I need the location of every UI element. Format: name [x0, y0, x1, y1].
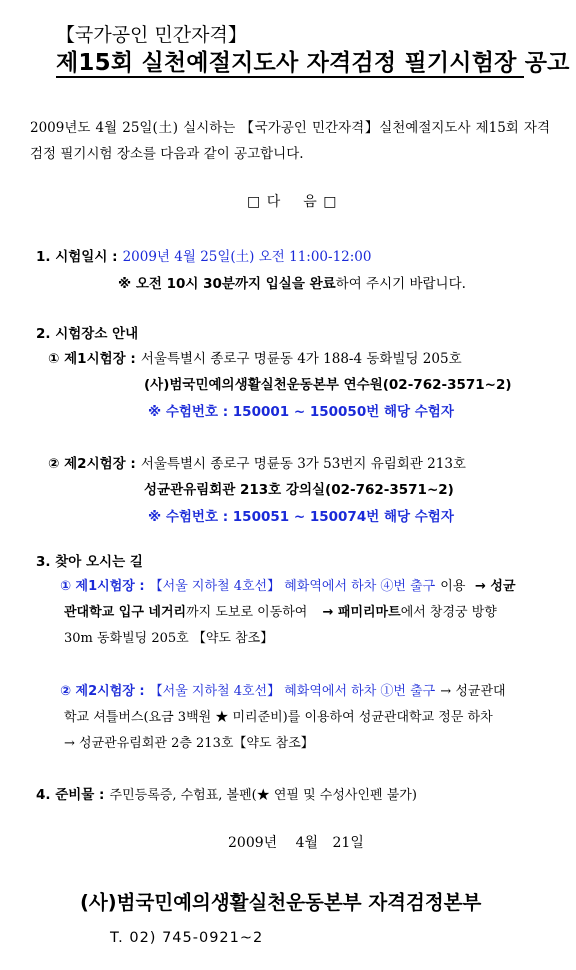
dir2-label: ② 제2시험장 : [60, 684, 145, 699]
site2-address-row [48, 452, 466, 472]
dir2-line-2: 학교 셔틀버스(요금 3백원 ★ 미리준비)를 이용하여 성균관대학교 정문 하차 [64, 710, 493, 725]
site1-venue: (사)범국민예의생활실천운동본부 연수원(02-762-3571~2) [144, 377, 512, 393]
arrival-note-bold: ※ 오전 10시 30분까지 입실을 완료 [118, 276, 336, 292]
footer-phone: T. 02) 745-0921~2 [110, 930, 264, 946]
dir1-line-2 [64, 601, 497, 620]
title-underline [56, 76, 524, 78]
dagum-word-2: 음 [303, 194, 318, 210]
site2-exam-numbers: ※ 수험번호 : 150051 ~ 150074번 해당 수험자 [148, 509, 454, 525]
site2-venue: 성균관유림회관 213호 강의실(02-762-3571~2) [144, 482, 454, 498]
notice-date [228, 832, 364, 852]
site1-address: 서울특별시 종로구 명륜동 4가 188-4 동화빌딩 205호 [140, 351, 462, 367]
dir1-arrow-mart: → 패미리마트 [322, 605, 401, 620]
dir1-dest-end: 관대학교 입구 네거리 [64, 605, 187, 620]
supplies-row [36, 783, 417, 803]
intro-paragraph: 2009년도 4월 25일(土) 실시하는 【국가공인 민간자격】실천예절지도사 제15회 자격검정 필기시험 장소를 다음과 같이 공고합니다. [30, 120, 550, 162]
dir1-subway: 【서울 지하철 4호선】 혜화역에서 하차 ④번 출구 [149, 579, 436, 594]
header-subtitle: 【국가공인 민간자격】 [56, 24, 247, 46]
supplies-items: 주민등록증, 수험표, 볼펜(★ 연필 및 수성사인펜 불가) [109, 788, 417, 803]
dir1-label: ① 제1시험장 : [60, 579, 145, 594]
exam-datetime-row [36, 245, 371, 265]
site2-address: 서울특별시 종로구 명륜동 3가 53번지 유림회관 213호 [140, 456, 466, 472]
directions-heading: 3. 찾아 오시는 길 [36, 554, 143, 570]
date-month: 4월 [295, 835, 319, 851]
dir1-line-1 [60, 575, 465, 594]
dir2-subway: 【서울 지하철 4호선】 혜화역에서 하차 ①번 출구 [149, 684, 436, 699]
dir2-line-1 [60, 680, 506, 699]
dir1-dest-start: → 성균 [475, 579, 516, 594]
dagum-right-box: □ [323, 194, 338, 210]
dir1-mid3: 에서 창경궁 방향 [400, 605, 497, 620]
dagum-word-1: 다 [266, 194, 282, 210]
site2-label: ② 제2시험장 : [48, 456, 136, 472]
dir2-rest1: → 성균관대 [440, 684, 506, 699]
site1-address-row [48, 347, 462, 367]
arrival-note-rest: 하여 주시기 바랍니다. [335, 276, 466, 292]
exam-location-heading: 2. 시험장소 안내 [36, 326, 139, 342]
site1-exam-numbers: ※ 수험번호 : 150001 ~ 150050번 해당 수험자 [148, 404, 454, 420]
page-title: 제15회 실천예절지도사 자격검정 필기시험장 공고 [56, 50, 570, 76]
exam-datetime-value: 2009년 4월 25일(土) 오전 11:00-12:00 [122, 249, 372, 265]
arrival-note [118, 272, 466, 292]
dir2-line-3: → 성균관유림회관 2층 213호【약도 참조】 [64, 736, 314, 751]
date-year: 2009년 [228, 835, 278, 851]
site1-label: ① 제1시험장 : [48, 351, 136, 367]
dagum-left-box: □ [247, 194, 262, 210]
exam-datetime-label: 1. 시험일시 : [36, 249, 118, 265]
dagum-heading [247, 191, 337, 211]
dir1-mid2: 까지 도보로 이동하여 [186, 605, 308, 620]
dir1-mid1: 이용 [440, 579, 466, 594]
date-day: 21일 [332, 835, 364, 851]
supplies-label: 4. 준비물 : [36, 787, 105, 803]
dir1-line-3: 30m 동화빌딩 205호 【약도 참조】 [64, 631, 274, 646]
footer-organization: (사)범국민예의생활실천운동본부 자격검정본부 [80, 891, 482, 914]
